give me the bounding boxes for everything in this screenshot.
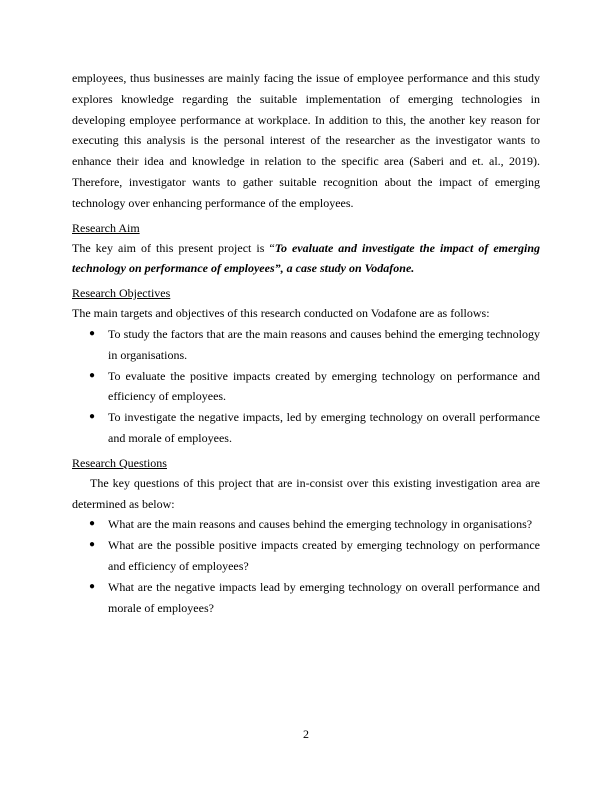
list-item bbox=[72, 324, 540, 366]
research-questions-list bbox=[72, 514, 540, 618]
question-text: What are the negative impacts lead by emerging technology on overall performance and morale of employees? bbox=[108, 579, 540, 615]
list-item bbox=[72, 514, 540, 535]
bullet-icon: ● bbox=[89, 539, 96, 551]
document-page bbox=[72, 68, 540, 618]
objective-text: To study the factors that are the main reasons and causes behind the emerging technology in organisations. bbox=[108, 326, 540, 362]
bullet-icon: ● bbox=[89, 518, 96, 530]
research-objectives-heading: Research Objectives bbox=[72, 286, 171, 301]
research-questions-heading: Research Questions bbox=[72, 455, 167, 470]
research-aim-prefix: The key aim of this present project is “ bbox=[72, 240, 275, 255]
question-text: What are the possible positive impacts created by emerging technology on performance and efficiency of employees? bbox=[108, 538, 540, 573]
research-aim-heading: Research Aim bbox=[72, 220, 140, 235]
objective-text: To evaluate the positive impacts created by emerging technology on performance and efficiency of employees. bbox=[108, 368, 540, 404]
research-aim-paragraph bbox=[72, 238, 540, 280]
list-item bbox=[72, 407, 540, 449]
list-item bbox=[72, 366, 540, 408]
bullet-icon: ● bbox=[89, 327, 96, 339]
bullet-icon: ● bbox=[89, 411, 96, 423]
bullet-icon: ● bbox=[89, 580, 96, 592]
list-item bbox=[72, 535, 540, 577]
list-item bbox=[72, 577, 540, 619]
question-text: What are the main reasons and causes behind the emerging technology in organisations? bbox=[108, 517, 533, 532]
objective-text: To investigate the negative impacts, led by emerging technology on overall performance and morale of employees. bbox=[108, 410, 540, 445]
intro-paragraph: employees, thus businesses are mainly facing the issue of employee performance and this study explores knowledge regarding the suitable implementation of emerging technologies in developing employee performance at workplace. In addition to this, the another key reason for executing this analysis is the personal interest of the researcher as the investigator wants to enhance their idea and knowledge in relation to the specific area (Saberi and et. al., 2019). Therefore, investigator wants to gather suitable recognition about the impact of emerging technology over enhancing performance of the employees. bbox=[72, 71, 540, 210]
research-questions-intro: The key questions of this project that are in-consist over this existing investigation area are determined as below: bbox=[72, 475, 540, 511]
research-aim-emphasis: To evaluate and investigate the impact of emerging technology on performance of employees”, a case study on Vodafone. bbox=[72, 240, 541, 276]
research-objectives-intro: The main targets and objectives of this research conducted on Vodafone are as follows: bbox=[72, 306, 490, 321]
research-objectives-list bbox=[72, 324, 540, 449]
page-number: 2 bbox=[303, 727, 309, 741]
bullet-icon: ● bbox=[89, 369, 96, 381]
